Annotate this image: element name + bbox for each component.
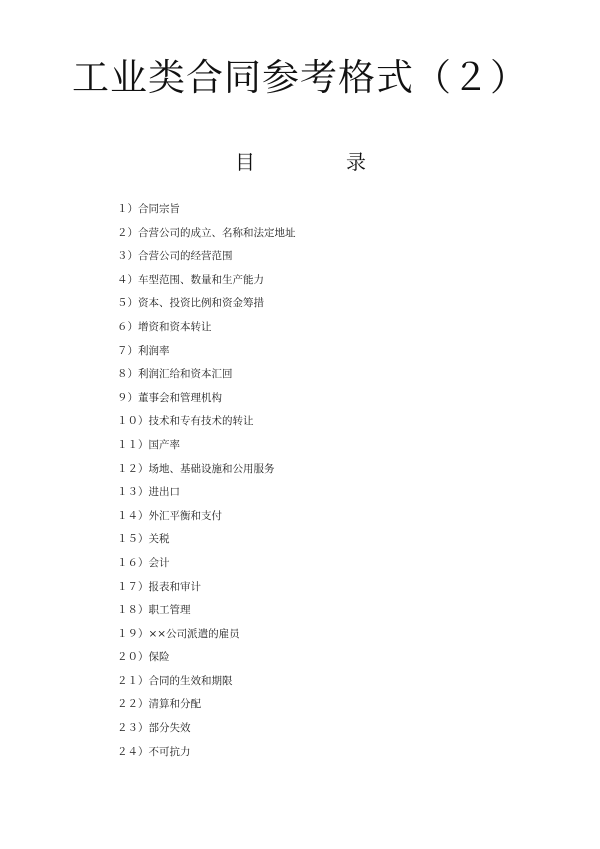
toc-item: ６）增资和资本转让 bbox=[117, 320, 212, 333]
toc-item: ８）利润汇给和资本汇回 bbox=[117, 368, 233, 381]
toc-item: ２２）清算和分配 bbox=[117, 698, 201, 711]
toc-item: ２３）部分失效 bbox=[117, 722, 191, 735]
toc-item: １２）场地、基础设施和公用服务 bbox=[117, 462, 275, 475]
toc-item: １１）国产率 bbox=[117, 438, 180, 451]
toc-item: ４）车型范围、数量和生产能力 bbox=[117, 273, 264, 286]
toc-item: ２０）保险 bbox=[117, 651, 170, 664]
toc-heading bbox=[0, 146, 600, 176]
toc-list bbox=[117, 201, 577, 767]
toc-item: ５）资本、投资比例和资金筹措 bbox=[117, 297, 264, 310]
toc-item: １）合同宗旨 bbox=[117, 203, 180, 215]
toc-item: １５）关税 bbox=[117, 533, 170, 546]
toc-item: １４）外汇平衡和支付 bbox=[117, 509, 222, 522]
toc-heading-part-2: 录 bbox=[346, 150, 366, 174]
toc-item: １８）职工管理 bbox=[117, 604, 191, 617]
toc-item: １０）技术和专有技术的转让 bbox=[117, 415, 254, 428]
toc-item: ９）董事会和管理机构 bbox=[117, 391, 222, 404]
toc-item: ２）合营公司的成立、名称和法定地址 bbox=[117, 226, 296, 239]
toc-item: １９）××公司派遣的雇员 bbox=[117, 627, 240, 640]
toc-item: １３）进出口 bbox=[117, 486, 180, 499]
toc-item: ２４）不可抗力 bbox=[117, 745, 191, 758]
toc-item: ３）合营公司的经营范围 bbox=[117, 250, 233, 263]
toc-item: ２１）合同的生效和期限 bbox=[117, 674, 233, 687]
document-title: 工业类合同参考格式（２） bbox=[72, 56, 528, 99]
toc-heading-part-1: 目 bbox=[235, 150, 255, 174]
toc-item: ７）利润率 bbox=[117, 344, 170, 357]
toc-item: １７）报表和审计 bbox=[117, 580, 201, 593]
toc-item: １６）会计 bbox=[117, 556, 170, 569]
